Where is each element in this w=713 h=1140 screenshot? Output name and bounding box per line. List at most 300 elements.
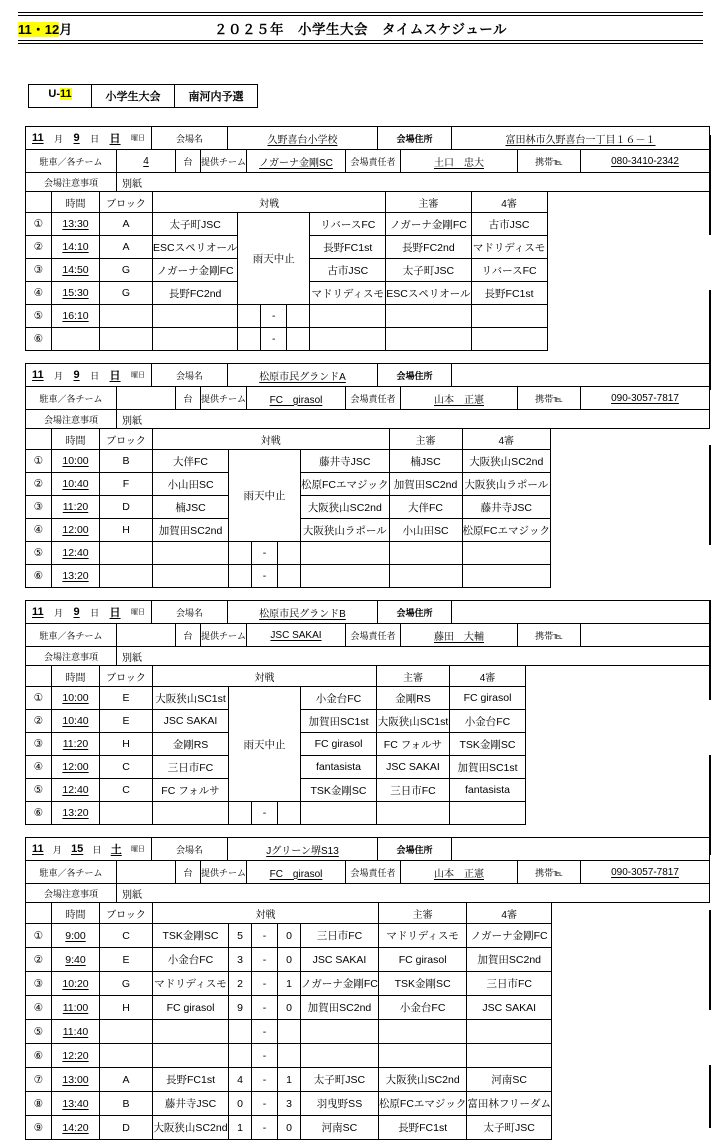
referee-team: 長野FC2nd	[386, 236, 471, 259]
schedule-section	[25, 126, 713, 351]
match-block	[100, 1044, 153, 1068]
match-block	[100, 802, 153, 825]
home-team: 大阪狭山SC1st	[153, 687, 229, 710]
time-column-header: 時間	[52, 903, 100, 924]
venue-name-value: Jグリーン堺S13	[227, 837, 378, 861]
venue-name-value: 松原市民グランドA	[227, 363, 378, 387]
column-header-row	[26, 192, 548, 213]
date-month: 11	[32, 132, 44, 144]
match-block: F	[100, 473, 153, 496]
away-score	[278, 565, 301, 588]
referee-team: 金剛RS	[377, 687, 450, 710]
units-label: 台	[175, 149, 201, 173]
match-time: 11:20	[52, 496, 100, 519]
venue-address-label: 会場住所	[377, 126, 452, 150]
match-block: G	[100, 282, 153, 305]
venue-address-label: 会場住所	[377, 600, 452, 624]
score-dash: -	[252, 948, 278, 972]
venue-header-row	[25, 126, 713, 150]
match-block: D	[100, 1116, 153, 1140]
fourth-official-team: 河南SC	[467, 1068, 552, 1092]
date-day: 15	[71, 843, 84, 855]
match-row	[26, 948, 552, 972]
manager-name-value: 山本 正憲	[400, 386, 518, 410]
match-row	[26, 687, 526, 710]
fourth-official-team: マドリディスモ	[471, 236, 547, 259]
score-dash: -	[252, 972, 278, 996]
referee-team: ノガーナ金剛FC	[386, 213, 471, 236]
match-row	[26, 450, 551, 473]
match-table	[25, 191, 548, 351]
fourth-official-team: 松原FCエマジック	[462, 519, 551, 542]
match-number: ①	[26, 687, 52, 710]
venue-name-label: 会場名	[151, 837, 228, 861]
parking-count-value	[116, 623, 176, 647]
match-block: E	[100, 710, 153, 733]
fourth-official-team: 大阪狭山ラポール	[462, 473, 551, 496]
date-cell	[25, 837, 152, 861]
phone-value	[580, 623, 710, 647]
home-score: 4	[229, 1068, 252, 1092]
provider-team-value: ノガーナ金剛SC	[246, 149, 346, 173]
away-team: マドリディスモ	[310, 282, 386, 305]
home-team: 三日市FC	[153, 756, 229, 779]
fourth-official-team: リバースFC	[471, 259, 547, 282]
referee-team: 長野FC1st	[378, 1116, 467, 1140]
fourth-official-team: 加賀田SC1st	[450, 756, 526, 779]
match-block: B	[100, 450, 153, 473]
match-time: 11:40	[52, 1020, 100, 1044]
score-dash: -	[252, 802, 278, 825]
match-number: ④	[26, 756, 52, 779]
match-row	[26, 565, 551, 588]
match-block: D	[100, 496, 153, 519]
notes-label: 会場注意事項	[25, 172, 117, 192]
column-header-row	[26, 903, 552, 924]
away-team: 長野FC1st	[310, 236, 386, 259]
away-score: 0	[278, 1116, 301, 1140]
weekday-suffix-label: 曜日	[130, 135, 145, 142]
match-table	[25, 665, 526, 825]
fourth-official-team	[467, 1020, 552, 1044]
referee-team: FC フォルサ	[377, 733, 450, 756]
fourth-official-team: TSK金剛SC	[450, 733, 526, 756]
weekday-suffix-label: 曜日	[130, 372, 145, 379]
away-team: 三日市FC	[301, 924, 379, 948]
month-label: 月	[54, 607, 64, 618]
match-time: 13:20	[52, 565, 100, 588]
away-team: 藤井寺JSC	[301, 450, 390, 473]
referee-team: 松原FCエマジック	[378, 1092, 467, 1116]
home-team: 藤井寺JSC	[153, 1092, 229, 1116]
parking-count-value: 4	[116, 149, 176, 173]
referee-column-header: 主審	[389, 429, 462, 450]
provider-label: 提供チーム	[200, 386, 247, 410]
notes-label: 会場注意事項	[25, 646, 117, 666]
fourth-official-team: FC girasol	[450, 687, 526, 710]
block-column-header: ブロック	[100, 429, 153, 450]
match-row	[26, 1092, 552, 1116]
match-column-header: 対戦	[153, 666, 377, 687]
away-score	[287, 328, 310, 351]
phone-value: 080-3410-2342	[580, 149, 710, 173]
home-team: FC フォルサ	[153, 779, 229, 802]
away-score	[278, 542, 301, 565]
home-team	[153, 565, 229, 588]
referee-team	[378, 1044, 467, 1068]
fourth-official-team	[450, 802, 526, 825]
parking-label: 駐車／各チーム	[25, 149, 117, 173]
away-team: FC girasol	[301, 733, 377, 756]
referee-team	[386, 328, 471, 351]
match-number: ⑨	[26, 1116, 52, 1140]
staff-header-row	[25, 624, 713, 647]
category-number: 11	[59, 88, 72, 100]
fourth-official-team: 長野FC1st	[471, 282, 547, 305]
match-time: 10:40	[52, 710, 100, 733]
schedule-section	[25, 600, 713, 825]
manager-label: 会場責任者	[345, 149, 401, 173]
match-row	[26, 802, 526, 825]
away-score: 0	[278, 924, 301, 948]
match-number: ②	[26, 473, 52, 496]
staff-header-row	[25, 387, 713, 410]
weekday-suffix-label: 曜日	[130, 609, 145, 616]
referee-column-header: 主審	[386, 192, 471, 213]
schedule-body	[26, 666, 526, 825]
fourth-official-team	[467, 1044, 552, 1068]
venue-address-value: 富田林市久野喜台一丁目１６－１	[451, 126, 710, 150]
units-label: 台	[175, 860, 201, 884]
schedule-section	[25, 363, 713, 588]
corner-cell	[26, 429, 52, 450]
score-dash: -	[252, 1116, 278, 1140]
away-score: 1	[278, 972, 301, 996]
match-time: 11:00	[52, 996, 100, 1020]
referee-team: JSC SAKAI	[377, 756, 450, 779]
match-block: C	[100, 924, 153, 948]
title-band	[18, 12, 703, 44]
date-day: 9	[73, 606, 80, 618]
weekday-suffix-label: 曜日	[130, 846, 145, 853]
venue-header-row	[25, 600, 713, 624]
venue-name-value: 久野喜台小学校	[227, 126, 378, 150]
category-name: 小学生大会	[92, 85, 175, 107]
referee-team: 大伴FC	[389, 496, 462, 519]
match-row	[26, 328, 548, 351]
block-column-header: ブロック	[100, 666, 153, 687]
match-table	[25, 902, 552, 1140]
fourth-official-column-header: 4審	[462, 429, 551, 450]
match-block: C	[100, 756, 153, 779]
notes-label: 会場注意事項	[25, 409, 117, 429]
home-team	[153, 542, 229, 565]
referee-team	[386, 305, 471, 328]
match-time: 9:40	[52, 948, 100, 972]
fourth-official-team: 加賀田SC2nd	[467, 948, 552, 972]
match-time: 10:00	[52, 450, 100, 473]
block-column-header: ブロック	[100, 903, 153, 924]
period-label	[18, 19, 72, 38]
period-highlight: 11・12	[18, 21, 60, 37]
score-dash: -	[252, 1020, 278, 1044]
match-time: 15:30	[52, 282, 100, 305]
match-number: ④	[26, 282, 52, 305]
corner-cell	[26, 192, 52, 213]
venue-name-label: 会場名	[151, 600, 228, 624]
notes-value: 別紙	[116, 646, 710, 666]
referee-team: 大阪狭山SC1st	[377, 710, 450, 733]
venue-address-label: 会場住所	[377, 363, 452, 387]
match-number: ④	[26, 519, 52, 542]
referee-team	[389, 542, 462, 565]
provider-team-value: FC girasol	[246, 860, 346, 884]
referee-team: TSK金剛SC	[378, 972, 467, 996]
schedule-page	[0, 12, 713, 1134]
match-number: ⑧	[26, 1092, 52, 1116]
match-table	[25, 428, 551, 588]
match-column-header: 対戦	[153, 192, 386, 213]
score-dash: -	[252, 542, 278, 565]
home-score: 5	[229, 924, 252, 948]
score-dash: -	[252, 996, 278, 1020]
away-team: ノガーナ金剛FC	[301, 972, 379, 996]
phone-label: 携帯℡	[517, 860, 581, 884]
match-number: ②	[26, 948, 52, 972]
away-score: 0	[278, 996, 301, 1020]
day-label: 日	[90, 133, 100, 144]
score-dash: -	[252, 1092, 278, 1116]
venue-address-value	[451, 363, 710, 387]
away-team	[301, 565, 390, 588]
manager-label: 会場責任者	[345, 860, 401, 884]
parking-count-value	[116, 860, 176, 884]
manager-name-value: 藤田 大輔	[400, 623, 518, 647]
home-team: ノガーナ金剛FC	[153, 259, 238, 282]
manager-label: 会場責任者	[345, 386, 401, 410]
manager-name-value: 土口 忠大	[400, 149, 518, 173]
away-team	[301, 802, 377, 825]
away-team: fantasista	[301, 756, 377, 779]
time-column-header: 時間	[52, 192, 100, 213]
date-day: 9	[73, 369, 80, 381]
match-row	[26, 972, 552, 996]
venue-header-row	[25, 837, 713, 861]
home-score	[229, 1020, 252, 1044]
away-team: 羽曳野SS	[301, 1092, 379, 1116]
phone-value: 090-3057-7817	[580, 386, 710, 410]
venue-name-value: 松原市民グランドB	[227, 600, 378, 624]
match-number: ③	[26, 972, 52, 996]
match-row	[26, 542, 551, 565]
fourth-official-team: JSC SAKAI	[467, 996, 552, 1020]
match-block: G	[100, 259, 153, 282]
month-label: 月	[52, 844, 62, 855]
away-team: 加賀田SC2nd	[301, 996, 379, 1020]
match-time: 14:20	[52, 1116, 100, 1140]
venue-name-label: 会場名	[151, 126, 228, 150]
provider-team-value: FC girasol	[246, 386, 346, 410]
away-team	[310, 305, 386, 328]
month-label: 月	[54, 370, 64, 381]
rain-cancel-cell: 雨天中止	[238, 213, 310, 305]
match-number: ⑥	[26, 565, 52, 588]
score-dash: -	[252, 1068, 278, 1092]
away-team: 松原FCエマジック	[301, 473, 390, 496]
home-score	[229, 542, 252, 565]
match-block	[100, 565, 153, 588]
match-number: ②	[26, 710, 52, 733]
rain-cancel-cell: 雨天中止	[229, 450, 301, 542]
corner-cell	[26, 666, 52, 687]
home-team: 加賀田SC2nd	[153, 519, 229, 542]
home-team: 金剛RS	[153, 733, 229, 756]
match-number: ⑤	[26, 305, 52, 328]
fourth-official-team: 大阪狭山SC2nd	[462, 450, 551, 473]
home-score	[238, 328, 261, 351]
match-block: B	[100, 1092, 153, 1116]
match-number: ⑤	[26, 542, 52, 565]
period-suffix: 月	[59, 21, 73, 37]
match-row	[26, 1044, 552, 1068]
fourth-official-column-header: 4審	[467, 903, 552, 924]
away-team: 小金台FC	[301, 687, 377, 710]
match-time: 13:20	[52, 802, 100, 825]
home-score	[229, 802, 252, 825]
home-score	[238, 305, 261, 328]
away-score: 0	[278, 948, 301, 972]
match-number: ③	[26, 259, 52, 282]
notes-value: 別紙	[116, 172, 710, 192]
home-team: 太子町JSC	[153, 213, 238, 236]
date-weekday: 土	[110, 844, 122, 856]
category-box	[28, 84, 258, 108]
match-block: A	[100, 1068, 153, 1092]
home-team	[153, 305, 238, 328]
phone-label: 携帯℡	[517, 149, 581, 173]
away-score: 1	[278, 1068, 301, 1092]
home-team: JSC SAKAI	[153, 710, 229, 733]
fourth-official-team: 古市JSC	[471, 213, 547, 236]
match-row	[26, 305, 548, 328]
score-dash: -	[252, 924, 278, 948]
match-block: A	[100, 213, 153, 236]
home-team: FC girasol	[153, 996, 229, 1020]
notes-value: 別紙	[116, 409, 710, 429]
venue-address-value	[451, 600, 710, 624]
notes-header-row	[25, 173, 713, 192]
date-month: 11	[32, 369, 44, 381]
score-dash: -	[261, 305, 287, 328]
match-number: ④	[26, 996, 52, 1020]
score-dash: -	[252, 565, 278, 588]
match-time: 10:20	[52, 972, 100, 996]
manager-label: 会場責任者	[345, 623, 401, 647]
away-team: 古市JSC	[310, 259, 386, 282]
match-number: ⑥	[26, 1044, 52, 1068]
away-team	[301, 1020, 379, 1044]
page-title: ２０２５年 小学生大会 タイムスケジュール	[214, 22, 507, 37]
match-time: 12:00	[52, 519, 100, 542]
referee-team: ESCスペリオール	[386, 282, 471, 305]
parking-label: 駐車／各チーム	[25, 386, 117, 410]
fourth-official-team: ノガーナ金剛FC	[467, 924, 552, 948]
home-team: ESCスペリオール	[153, 236, 238, 259]
away-team: リバースFC	[310, 213, 386, 236]
match-number: ③	[26, 496, 52, 519]
venue-address-label: 会場住所	[377, 837, 452, 861]
home-team: 長野FC2nd	[153, 282, 238, 305]
schedule-section	[25, 837, 713, 1140]
match-number: ②	[26, 236, 52, 259]
column-header-row	[26, 666, 526, 687]
away-team: JSC SAKAI	[301, 948, 379, 972]
match-time: 11:20	[52, 733, 100, 756]
home-score: 2	[229, 972, 252, 996]
match-time: 12:00	[52, 756, 100, 779]
home-team: 小金台FC	[153, 948, 229, 972]
referee-team	[377, 802, 450, 825]
match-time: 12:20	[52, 1044, 100, 1068]
match-number: ①	[26, 450, 52, 473]
notes-header-row	[25, 884, 713, 903]
referee-team	[389, 565, 462, 588]
date-cell	[25, 126, 152, 150]
category-age	[29, 85, 92, 107]
match-block	[100, 1020, 153, 1044]
home-team: 大阪狭山SC2nd	[153, 1116, 229, 1140]
match-block	[100, 542, 153, 565]
date-cell	[25, 363, 152, 387]
match-block: A	[100, 236, 153, 259]
match-row	[26, 1068, 552, 1092]
schedule-body	[26, 429, 551, 588]
venue-address-value	[451, 837, 710, 861]
match-time: 10:40	[52, 473, 100, 496]
match-block: H	[100, 996, 153, 1020]
home-score: 0	[229, 1092, 252, 1116]
parking-count-value	[116, 386, 176, 410]
fourth-official-team: 小金台FC	[450, 710, 526, 733]
referee-team: 大阪狭山SC2nd	[378, 1068, 467, 1092]
referee-team: 小山田SC	[389, 519, 462, 542]
match-block: H	[100, 733, 153, 756]
match-time: 12:40	[52, 779, 100, 802]
home-score: 9	[229, 996, 252, 1020]
category-region: 南河内予選	[188, 91, 244, 103]
column-header-row	[26, 429, 551, 450]
time-column-header: 時間	[52, 429, 100, 450]
match-block: E	[100, 687, 153, 710]
match-block	[100, 328, 153, 351]
fourth-official-team	[471, 328, 547, 351]
sections-container	[0, 126, 713, 1140]
referee-team: 加賀田SC2nd	[389, 473, 462, 496]
fourth-official-team	[462, 565, 551, 588]
away-score	[287, 305, 310, 328]
notes-header-row	[25, 647, 713, 666]
schedule-body	[26, 192, 548, 351]
month-label: 月	[54, 133, 64, 144]
away-team: 太子町JSC	[301, 1068, 379, 1092]
match-number: ⑥	[26, 328, 52, 351]
provider-team-value: JSC SAKAI	[246, 623, 346, 647]
home-team: TSK金剛SC	[153, 924, 229, 948]
parking-label: 駐車／各チーム	[25, 860, 117, 884]
match-number: ⑦	[26, 1068, 52, 1092]
away-team: 大阪狭山SC2nd	[301, 496, 390, 519]
fourth-official-column-header: 4審	[450, 666, 526, 687]
